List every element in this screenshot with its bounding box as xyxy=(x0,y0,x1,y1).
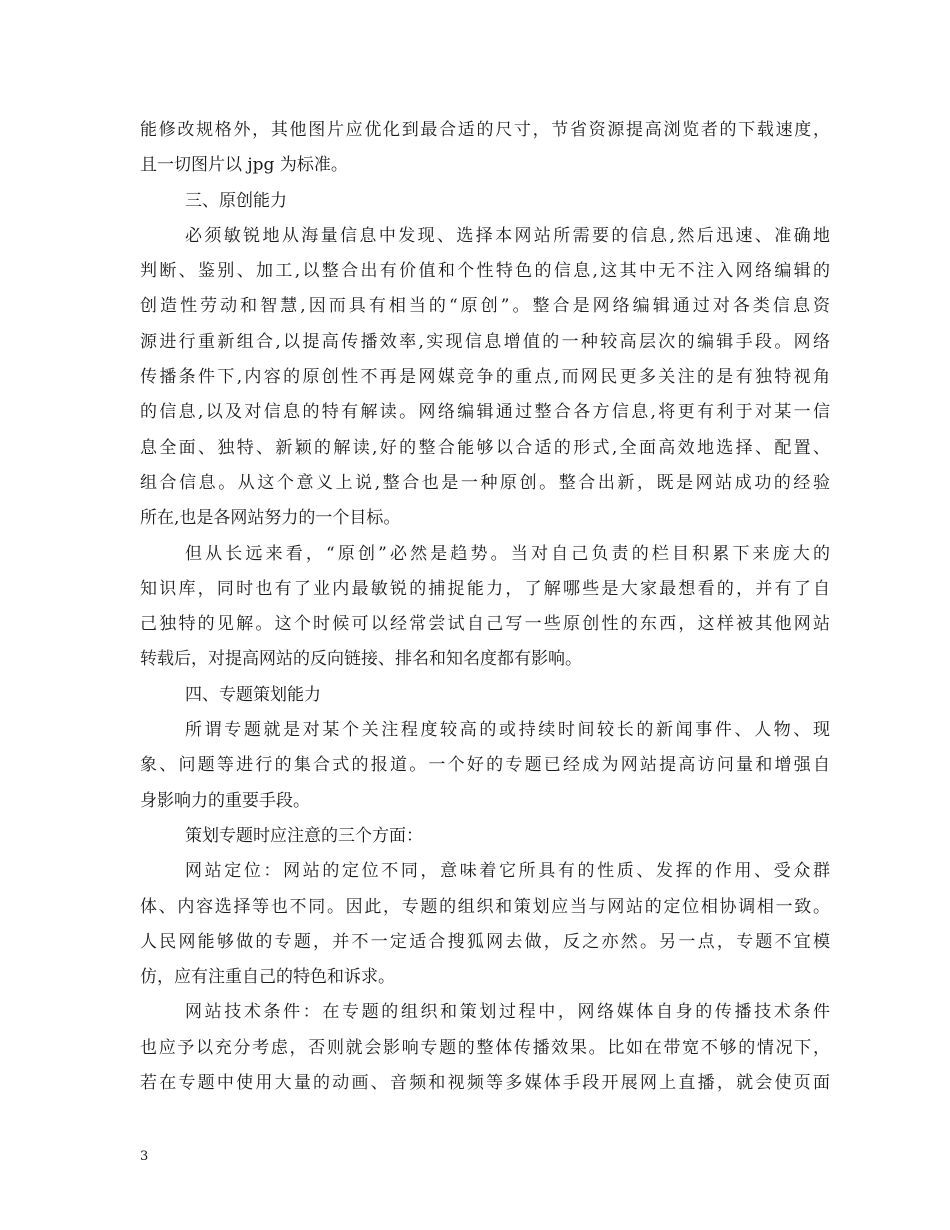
text-line: 象、问题等进行的集合式的报道。一个好的专题已经成为网站提高访问量和增强自 xyxy=(140,755,830,776)
text-line: 所谓专题就是对某个关注程度较高的或持续时间较长的新闻事件、人物、现 xyxy=(185,720,830,741)
text-line: 网站技术条件：在专题的组织和策划过程中，网络媒体自身的传播技术条件 xyxy=(185,1002,830,1023)
text-line: 若在专题中使用大量的动画、音频和视频等多媒体手段开展网上直播，就会使页面 xyxy=(140,1073,830,1094)
text-line: 必须敏锐地从海量信息中发现、选择本网站所需要的信息,然后迅速、准确地 xyxy=(185,225,830,246)
body-text xyxy=(140,113,830,1101)
text-line: 人民网能够做的专题，并不一定适合搜狐网去做，反之亦然。另一点，专题不宜模 xyxy=(140,931,830,952)
text-line: 也应予以充分考虑，否则就会影响专题的整体传播效果。比如在带宽不够的情况下， xyxy=(140,1037,830,1058)
text-line: 能修改规格外，其他图片应优化到最合适的尺寸，节省资源提高浏览者的下载速度， xyxy=(140,120,830,140)
text-line: 所在,也是各网站努力的一个目标。 xyxy=(140,508,401,529)
text-line: 息全面、独特、新颖的解读,好的整合能够以合适的形式,全面高效地选择、配置、 xyxy=(140,437,830,458)
text-line: 源进行重新组合,以提高传播效率,实现信息增值的一种较高层次的编辑手段。网络 xyxy=(140,331,830,352)
text-line: 且一切图片以 jpg 为标准。 xyxy=(140,155,348,176)
text-line: 但从长远来看，“原创”必然是趋势。当对自己负责的栏目积累下来庞大的 xyxy=(185,543,830,564)
text-line: 判断、鉴别、加工,以整合出有价值和个性特色的信息,这其中无不注入网络编辑的 xyxy=(140,261,830,282)
text-line: 网站定位：网站的定位不同，意味着它所具有的性质、发挥的作用、受众群 xyxy=(185,861,830,882)
text-line: 转载后，对提高网站的反向链接、排名和知名度都有影响。 xyxy=(140,649,582,670)
text-line: 三、原创能力 xyxy=(185,190,287,211)
text-line: 仿，应有注重自己的特色和诉求。 xyxy=(140,967,395,988)
text-line: 四、专题策划能力 xyxy=(185,684,321,705)
text-line: 创造性劳动和智慧,因而具有相当的“原创”。整合是网络编辑通过对各类信息资 xyxy=(140,296,830,317)
text-line: 组合信息。从这个意义上说,整合也是一种原创。整合出新，既是网站成功的经验 xyxy=(140,472,830,493)
text-line: 传播条件下,内容的原创性不再是网媒竞争的重点,而网民更多关注的是有独特视角 xyxy=(140,367,830,388)
text-line: 策划专题时应注意的三个方面： xyxy=(185,825,423,846)
text-line: 身影响力的重要手段。 xyxy=(140,790,310,811)
text-line: 体、内容选择等也不同。因此，专题的组织和策划应当与网站的定位相协调相一致。 xyxy=(140,896,830,917)
text-line: 己独特的见解。这个时候可以经常尝试自己写一些原创性的东西，这样被其他网站 xyxy=(140,614,830,635)
text-line: 的信息,以及对信息的特有解读。网络编辑通过整合各方信息,将更有利于对某一信 xyxy=(140,402,830,423)
text-line: 知识库，同时也有了业内最敏锐的捕捉能力，了解哪些是大家最想看的，并有了自 xyxy=(140,578,830,599)
page-number: 3 xyxy=(140,1149,149,1164)
